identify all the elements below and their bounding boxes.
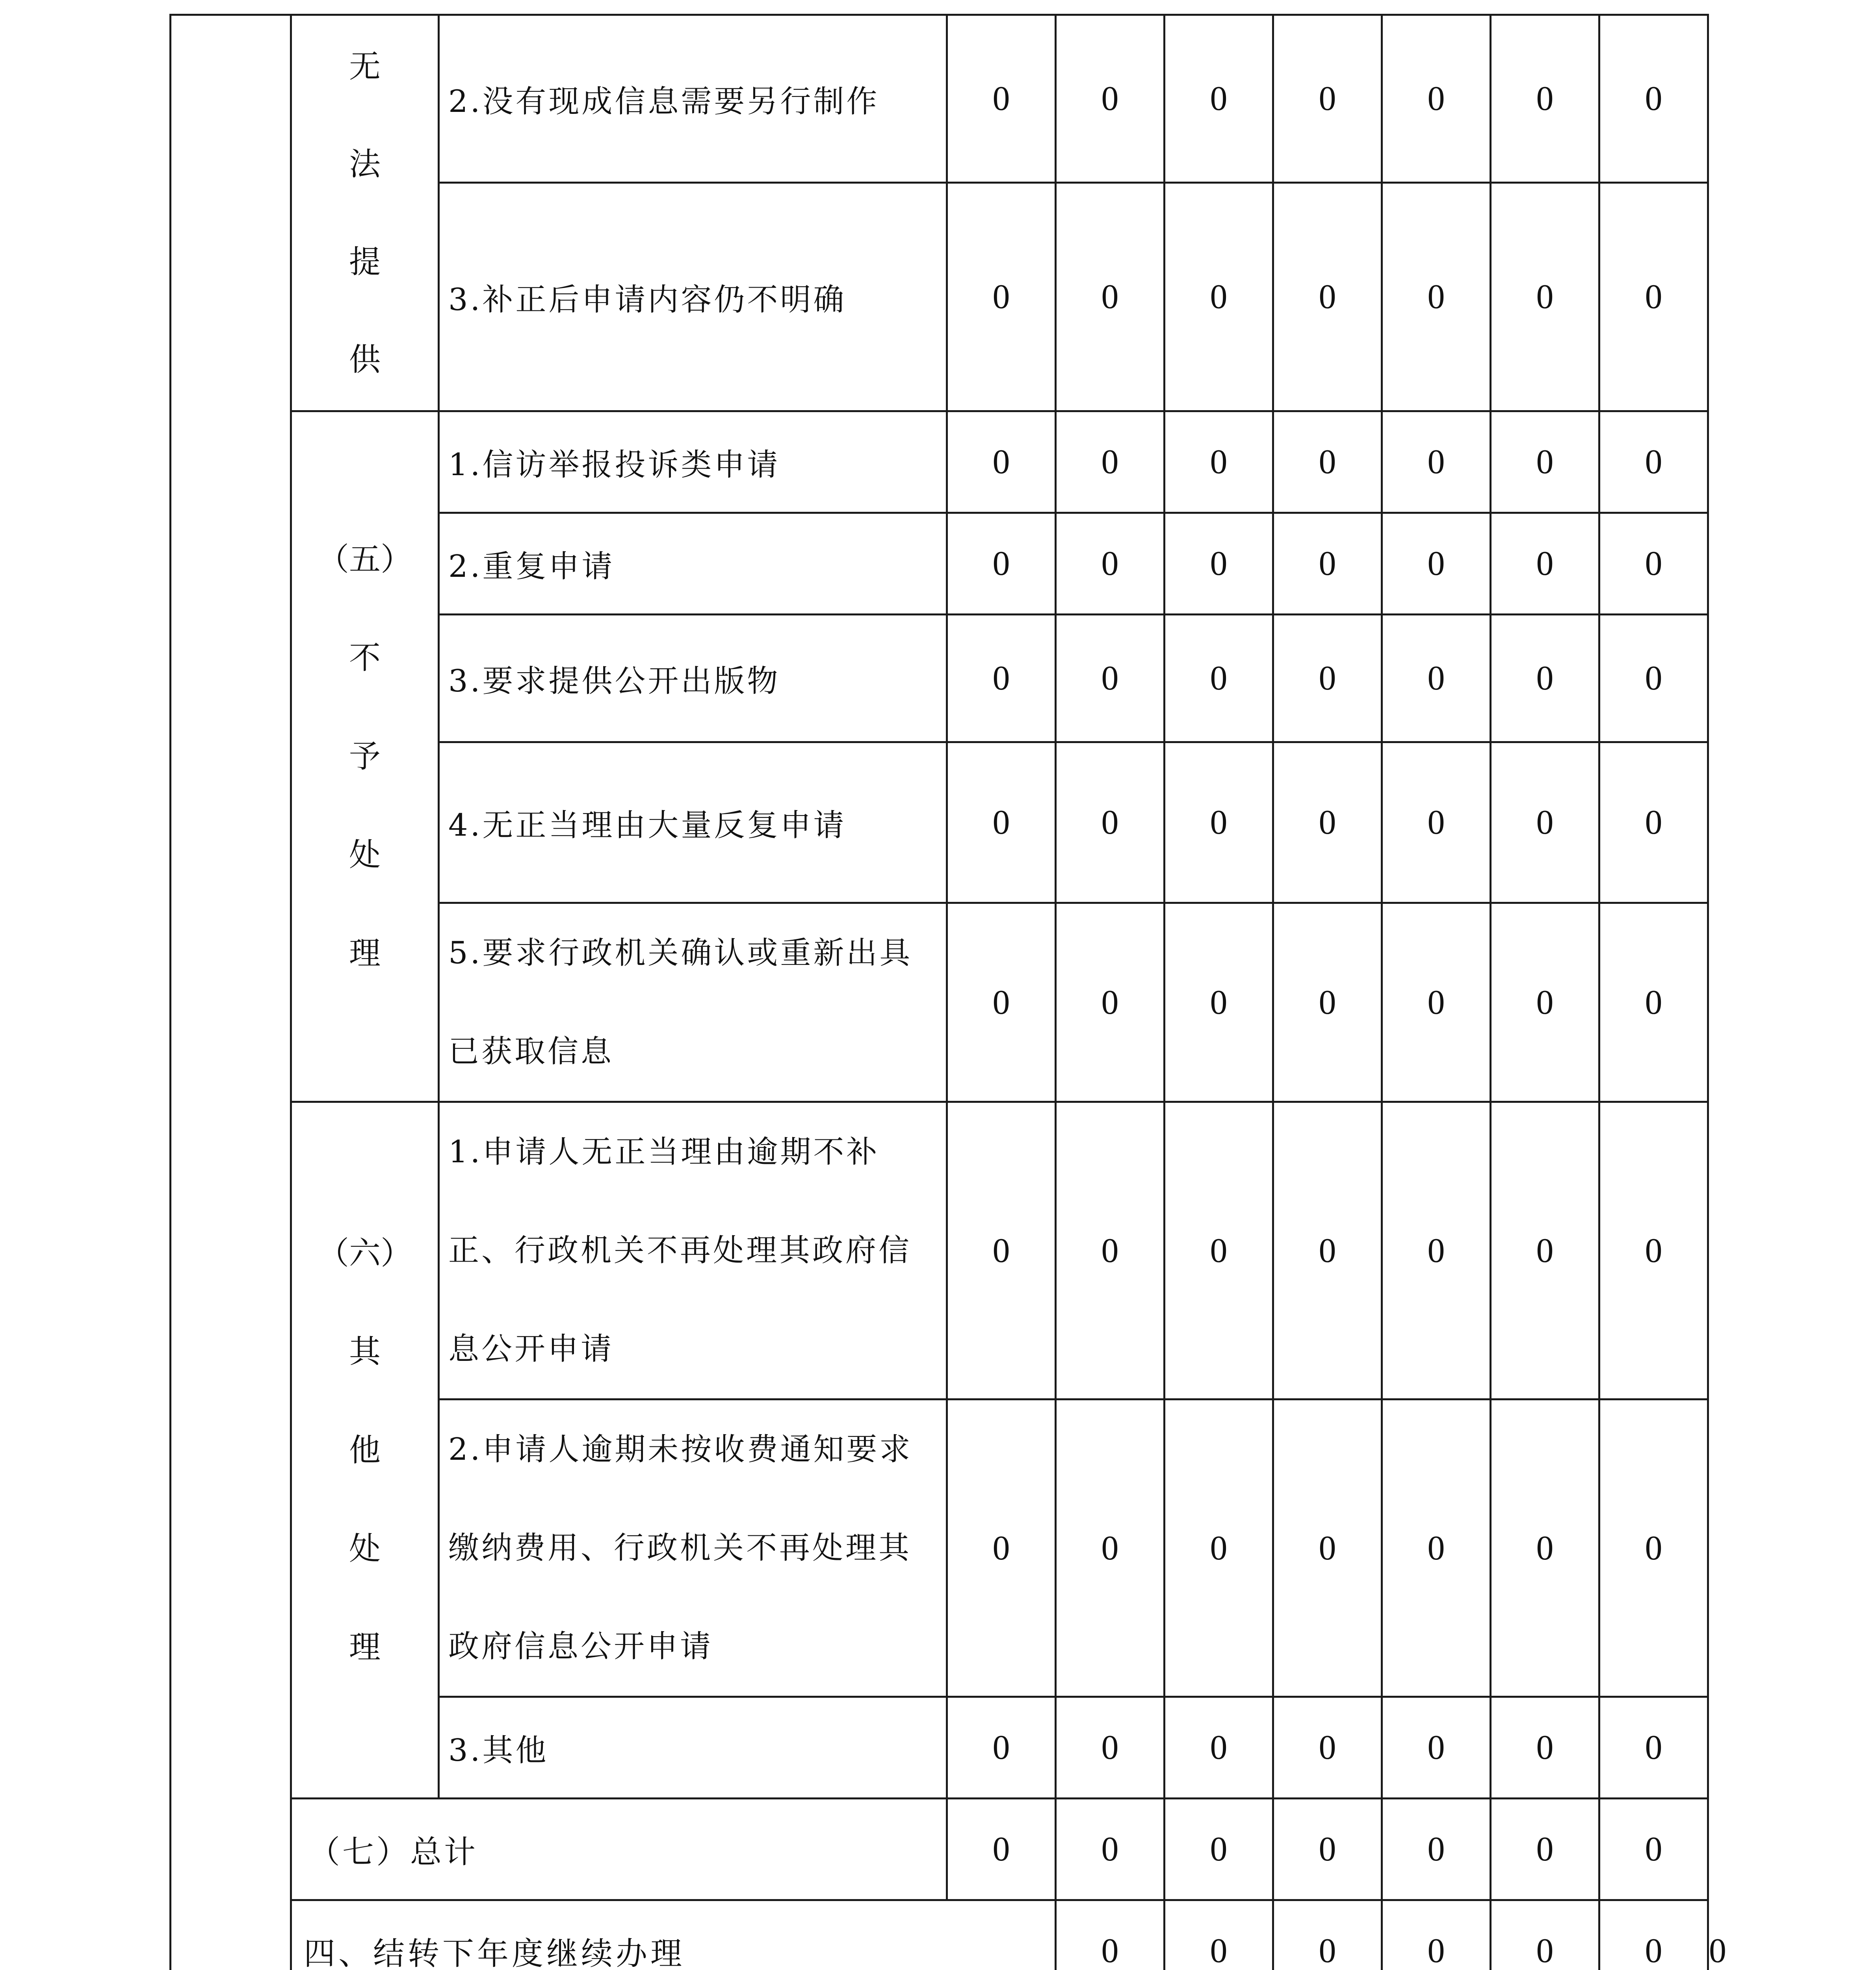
value-cell: 0 xyxy=(1491,903,1599,1102)
value-cell: 0 xyxy=(1273,615,1382,742)
value-cell: 0 xyxy=(1056,15,1165,183)
value-cell: 0 xyxy=(1491,742,1599,903)
row-label: 1.信访举报投诉类申请 xyxy=(439,411,947,513)
value-cell: 0 xyxy=(947,1399,1056,1697)
value-cell: 0 xyxy=(947,15,1056,183)
value-cell: 0 xyxy=(1273,183,1382,411)
value-cell: 0 xyxy=(1491,1399,1599,1697)
value-cell: 0 xyxy=(1056,903,1165,1102)
value-cell: 0 xyxy=(947,183,1056,411)
value-cell: 0 xyxy=(947,513,1056,615)
value-cell: 0 xyxy=(947,1799,1056,1900)
value-cell: 0 xyxy=(1273,1102,1382,1399)
value-cell: 0 xyxy=(1165,1102,1273,1399)
value-cell: 0 xyxy=(1599,15,1708,183)
category-label-vertical xyxy=(292,1234,438,1667)
value-cell: 0 xyxy=(1491,1900,1599,1970)
total-label: （七）总计 xyxy=(291,1799,947,1900)
category-char: 不 xyxy=(349,639,381,676)
row-label: 2.重复申请 xyxy=(439,513,947,615)
value-cell: 0 xyxy=(1599,411,1708,513)
table-body xyxy=(171,15,1726,1970)
value-cell: 0 xyxy=(1491,1799,1599,1900)
category-not-processed xyxy=(291,411,439,1102)
value-cell: 0 xyxy=(1273,742,1382,903)
value-cell: 0 xyxy=(1491,1697,1599,1799)
row-label: 3.要求提供公开出版物 xyxy=(439,615,947,742)
category-char: 处 xyxy=(349,836,381,873)
carry-over-label: 四、结转下年度继续办理 xyxy=(291,1900,1056,1970)
value-cell: 0 xyxy=(1056,411,1165,513)
category-char: 他 xyxy=(349,1431,381,1468)
value-cell: 0 xyxy=(1599,1697,1708,1799)
row-label: 1.申请人无正当理由逾期不补正、行政机关不再处理其政府信息公开申请 xyxy=(439,1102,947,1399)
value-cell: 0 xyxy=(1599,513,1708,615)
value-cell: 0 xyxy=(1273,903,1382,1102)
category-char: 理 xyxy=(349,935,381,972)
outer-category-cell xyxy=(171,15,291,1970)
value-cell: 0 xyxy=(1273,1697,1382,1799)
category-char: 法 xyxy=(349,145,381,182)
value-cell: 0 xyxy=(1056,1399,1165,1697)
value-cell: 0 xyxy=(1382,411,1491,513)
value-cell: 0 xyxy=(1273,1799,1382,1900)
category-char: （六） xyxy=(318,1234,412,1271)
row-label: 2.申请人逾期未按收费通知要求缴纳费用、行政机关不再处理其政府信息公开申请 xyxy=(439,1399,947,1697)
category-label-vertical xyxy=(292,540,438,973)
value-cell: 0 xyxy=(1382,1900,1491,1970)
value-cell: 0 xyxy=(1382,1697,1491,1799)
value-cell: 0 xyxy=(947,742,1056,903)
category-char: 予 xyxy=(349,738,381,775)
value-cell: 0 xyxy=(1273,1399,1382,1697)
value-cell: 0 xyxy=(1165,1900,1273,1970)
table-row xyxy=(171,15,1708,183)
value-cell: 0 xyxy=(1599,1900,1708,1970)
row-label: 2.没有现成信息需要另行制作 xyxy=(439,15,947,183)
category-char: （五） xyxy=(318,541,412,578)
value-cell: 0 xyxy=(1165,1799,1273,1900)
value-cell: 0 xyxy=(1056,1697,1165,1799)
category-other-processing xyxy=(291,1102,439,1799)
value-cell: 0 xyxy=(1599,1102,1708,1399)
value-cell: 0 xyxy=(1056,1102,1165,1399)
value-cell: 0 xyxy=(1382,513,1491,615)
disclosure-stats-table-wrapper xyxy=(169,14,1726,1970)
value-cell: 0 xyxy=(947,411,1056,513)
value-cell: 0 xyxy=(1273,1900,1382,1970)
category-char: 处 xyxy=(349,1530,381,1567)
row-label: 4.无正当理由大量反复申请 xyxy=(439,742,947,903)
value-cell: 0 xyxy=(1056,615,1165,742)
value-cell: 0 xyxy=(1165,742,1273,903)
category-unable-to-provide xyxy=(291,15,439,411)
disclosure-stats-table xyxy=(169,14,1726,1970)
value-cell: 0 xyxy=(1165,1399,1273,1697)
value-cell: 0 xyxy=(1056,1900,1165,1970)
value-cell: 0 xyxy=(947,903,1056,1102)
value-cell: 0 xyxy=(1382,1399,1491,1697)
value-cell: 0 xyxy=(1056,513,1165,615)
value-cell: 0 xyxy=(1491,615,1599,742)
category-char: 理 xyxy=(349,1628,381,1665)
value-cell: 0 xyxy=(1165,411,1273,513)
value-cell: 0 xyxy=(1491,513,1599,615)
value-cell: 0 xyxy=(947,1697,1056,1799)
value-cell: 0 xyxy=(1165,513,1273,615)
value-cell: 0 xyxy=(1165,1697,1273,1799)
value-cell: 0 xyxy=(1599,1399,1708,1697)
value-cell: 0 xyxy=(947,615,1056,742)
value-cell: 0 xyxy=(1165,183,1273,411)
value-cell: 0 xyxy=(1165,903,1273,1102)
value-cell: 0 xyxy=(1165,615,1273,742)
category-char: 其 xyxy=(349,1333,381,1370)
value-cell: 0 xyxy=(1491,183,1599,411)
value-cell: 0 xyxy=(1599,903,1708,1102)
category-char: 供 xyxy=(349,341,381,378)
row-label: 3.其他 xyxy=(439,1697,947,1799)
value-cell: 0 xyxy=(1491,15,1599,183)
category-char: 无 xyxy=(349,48,381,85)
value-cell: 0 xyxy=(1382,15,1491,183)
value-cell: 0 xyxy=(1382,615,1491,742)
row-label: 3.补正后申请内容仍不明确 xyxy=(439,183,947,411)
table-row xyxy=(171,411,1708,513)
value-cell: 0 xyxy=(1273,411,1382,513)
row-label: 5.要求行政机关确认或重新出具已获取信息 xyxy=(439,903,947,1102)
value-cell: 0 xyxy=(1056,742,1165,903)
value-cell: 0 xyxy=(1491,411,1599,513)
value-cell: 0 xyxy=(1491,1102,1599,1399)
table-row-total xyxy=(171,1799,1708,1900)
table-row-carry-over: 四、结转下年度继续办理 0 0 0 0 0 0 0 xyxy=(171,1900,1708,1970)
value-cell: 0 xyxy=(1599,615,1708,742)
table-row xyxy=(171,1102,1708,1399)
category-label-vertical xyxy=(292,47,438,379)
value-cell: 0 xyxy=(1599,742,1708,903)
value-cell: 0 xyxy=(1382,903,1491,1102)
value-cell: 0 xyxy=(1056,183,1165,411)
value-cell: 0 xyxy=(947,1102,1056,1399)
value-cell: 0 xyxy=(1382,742,1491,903)
value-cell: 0 xyxy=(1273,513,1382,615)
category-char: 提 xyxy=(349,243,381,280)
value-cell: 0 xyxy=(1165,15,1273,183)
value-cell: 0 xyxy=(1382,1102,1491,1399)
value-cell: 0 xyxy=(1599,183,1708,411)
value-cell: 0 xyxy=(1382,1799,1491,1900)
value-cell: 0 xyxy=(1273,15,1382,183)
value-cell: 0 xyxy=(1056,1799,1165,1900)
value-cell: 0 xyxy=(1599,1799,1708,1900)
value-cell: 0 xyxy=(1382,183,1491,411)
